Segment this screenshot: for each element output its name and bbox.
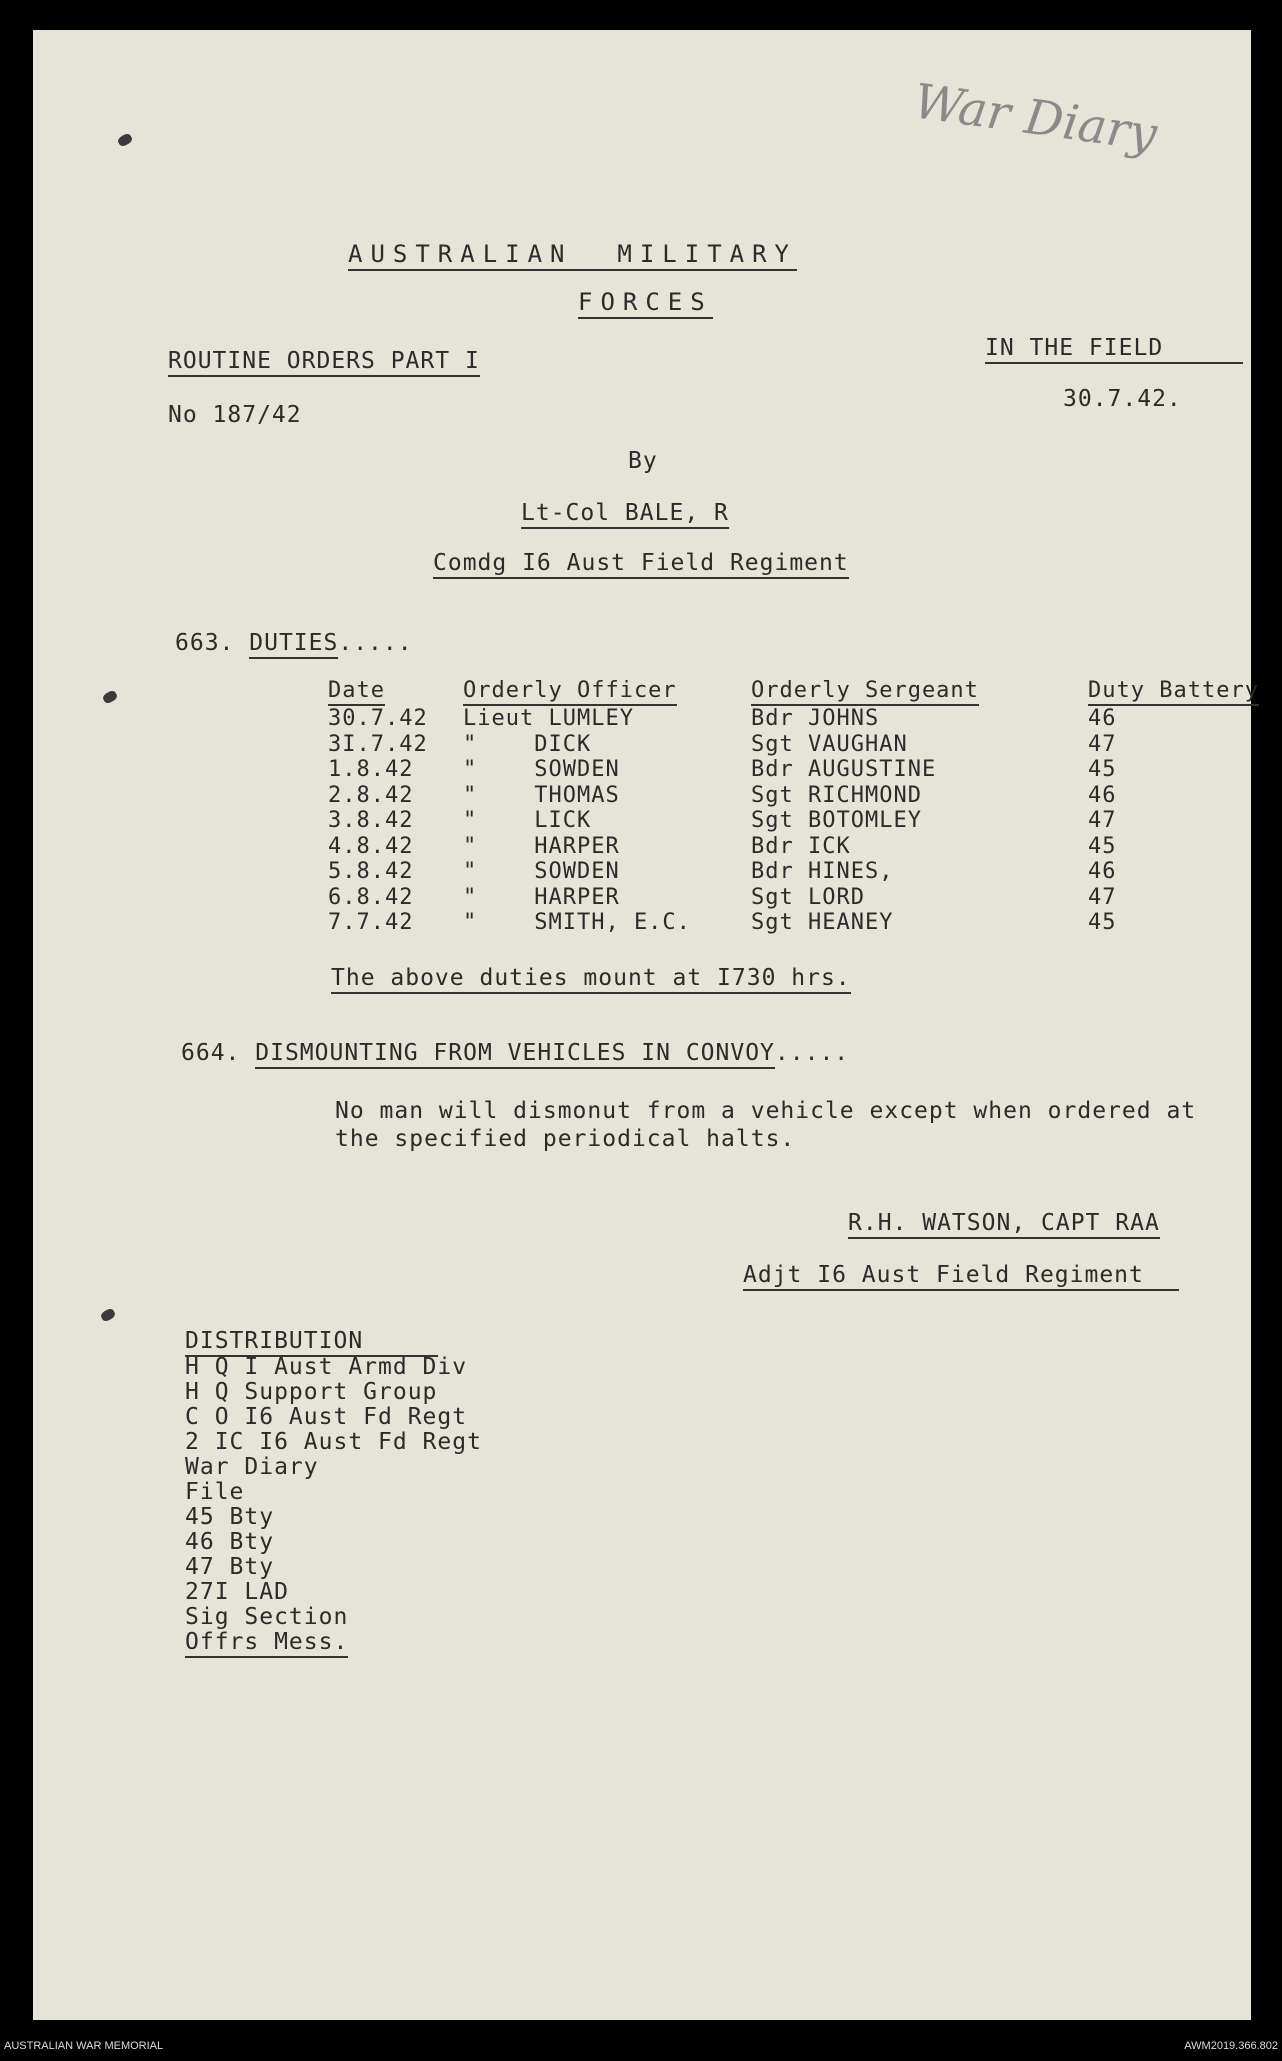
row-duty-battery: 45 [1088,910,1117,935]
row-date: 2.8.42 [328,782,414,808]
distribution-item: Sig Section [185,1604,349,1630]
table-row [33,706,1251,732]
row-duty-battery: 46 [1088,706,1117,731]
section-664-heading: 664. DISMOUNTING FROM VEHICLES IN CONVOY..... [181,1040,849,1066]
distribution-item: H Q I Aust Armd Div [185,1354,468,1380]
distribution-item: 46 Bty [185,1529,275,1555]
table-row [33,859,1251,885]
row-orderly-officer: " SMITH, E.C. [463,910,691,935]
row-orderly-officer: " SOWDEN [463,757,620,782]
row-duty-battery: 47 [1088,808,1117,833]
row-date: 5.8.42 [328,859,414,884]
section-664-text-line1: No man will dismonut from a vehicle except when ordered at [335,1098,1197,1124]
table-row [33,783,1251,809]
header-orderly-officer: Orderly Officer [463,678,677,706]
row-orderly-officer: Lieut LUMLEY [463,706,634,731]
row-duty-battery: 46 [1088,782,1117,808]
table-row [33,834,1251,860]
title-line2: FORCES [578,288,713,319]
row-orderly-sergeant: Bdr AUGUSTINE [751,757,937,782]
routine-orders-heading: ROUTINE ORDERS PART I [168,348,480,377]
section-663-heading: 663. DUTIES..... [175,630,413,656]
distribution-item: Offrs Mess. [185,1629,348,1658]
row-date: 1.8.42 [328,757,414,782]
distribution-heading: DISTRIBUTION [185,1328,438,1357]
row-date: 7.7.42 [328,910,414,935]
by-label: By [628,448,658,474]
distribution-item: 27I LAD [185,1579,289,1605]
row-date: 3.8.42 [328,808,414,833]
row-duty-battery: 46 [1088,859,1117,884]
row-orderly-sergeant: Sgt BOTOMLEY [751,808,922,833]
footer-left: AUSTRALIAN WAR MEMORIAL [4,2040,164,2052]
in-the-field: IN THE FIELD [985,335,1243,364]
row-orderly-sergeant: Sgt RICHMOND [751,782,922,808]
distribution-item: File [185,1479,245,1505]
row-orderly-sergeant: Sgt HEANEY [751,910,894,935]
table-header-row [33,678,1259,704]
distribution-item: War Diary [185,1454,319,1480]
document-page [33,30,1259,2020]
row-orderly-sergeant: Bdr JOHNS [751,706,880,731]
distribution-item: 45 Bty [185,1504,275,1530]
row-orderly-sergeant: Bdr HINES, [751,859,894,884]
row-orderly-officer: " HARPER [463,884,620,910]
title-line1: AUSTRALIAN MILITARY [348,240,797,271]
table-row [33,732,1251,758]
row-duty-battery: 45 [1088,757,1117,782]
table-row [33,910,1251,936]
row-orderly-officer: " SOWDEN [463,859,620,884]
row-date: 6.8.42 [328,884,414,910]
row-orderly-officer: " HARPER [463,833,620,859]
commanding-officer: Lt-Col BALE, R [521,500,729,529]
header-orderly-sergeant: Orderly Sergeant [751,678,979,706]
table-row [33,757,1251,783]
row-orderly-sergeant: Sgt VAUGHAN [751,731,908,757]
signatory-role: Adjt I6 Aust Field Regiment [743,1262,1179,1291]
row-duty-battery: 45 [1088,833,1117,859]
row-orderly-officer: " DICK [463,731,592,757]
duties-note: The above duties mount at I730 hrs. [331,965,851,994]
command-line: Comdg I6 Aust Field Regiment [433,550,849,579]
distribution-item: C O I6 Aust Fd Regt [185,1404,468,1430]
row-orderly-sergeant: Sgt LORD [751,884,865,910]
row-orderly-sergeant: Bdr ICK [751,833,851,859]
row-orderly-officer: " THOMAS [463,782,620,808]
row-duty-battery: 47 [1088,731,1117,757]
table-row [33,885,1251,911]
punch-hole [116,132,133,148]
row-date: 3I.7.42 [328,731,428,757]
signatory: R.H. WATSON, CAPT RAA [848,1210,1160,1239]
handwritten-annotation: War Diary [910,73,1161,163]
order-date: 30.7.42. [1063,386,1182,412]
header-date: Date [328,678,385,706]
distribution-item: 2 IC I6 Aust Fd Regt [185,1429,482,1455]
distribution-item: H Q Support Group [185,1379,438,1405]
order-number: No 187/42 [168,402,302,428]
punch-hole [99,1307,116,1323]
row-date: 30.7.42 [328,706,428,731]
row-duty-battery: 47 [1088,884,1117,910]
section-664-text-line2: the specified periodical halts. [335,1126,796,1152]
table-row [33,808,1251,834]
distribution-item: 47 Bty [185,1554,275,1580]
row-date: 4.8.42 [328,833,414,859]
header-duty-battery: Duty Battery [1088,678,1259,706]
footer-right: AWM2019.366.802 [1184,2040,1278,2052]
row-orderly-officer: " LICK [463,808,592,833]
